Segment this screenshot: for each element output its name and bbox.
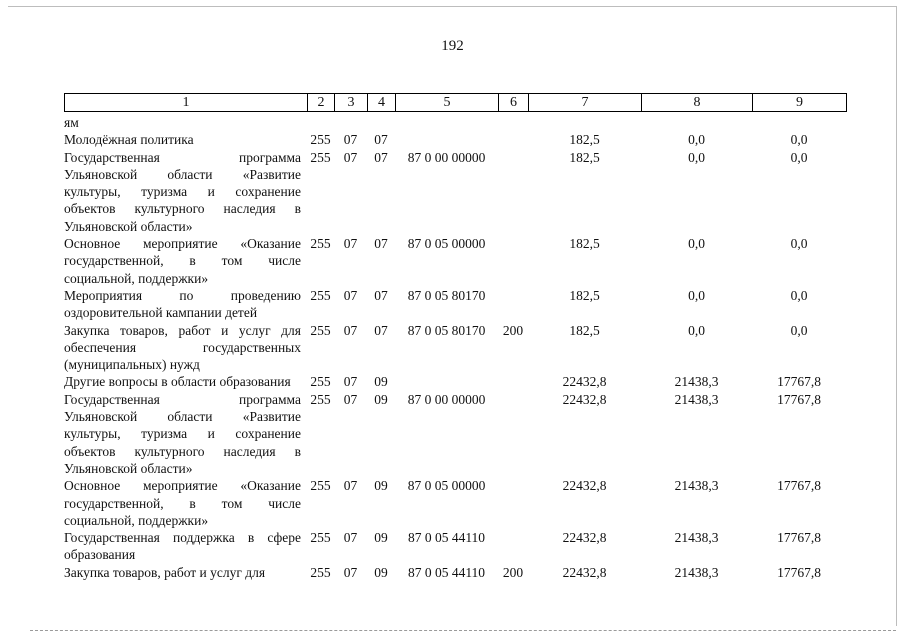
value-cell: 22432,8	[562, 478, 607, 494]
value-cell: 182,5	[569, 287, 600, 303]
section-cell: 07	[343, 391, 358, 407]
subsection-cell: 09	[374, 530, 388, 546]
value-cell: 17767,8	[777, 391, 821, 407]
code-cell	[307, 114, 334, 131]
row-name-cell: Основное мероприятие «Оказание государственной, в том числе социальной, поддержки»	[64, 478, 301, 528]
value-cell: 17767,8	[777, 564, 821, 580]
code-cell: 255	[310, 391, 331, 407]
value-cell: 21438,3	[674, 391, 719, 407]
value-cell: 17767,8	[777, 530, 821, 546]
table-row	[64, 373, 846, 390]
subsection-cell: 07	[374, 322, 388, 338]
table-row	[64, 149, 846, 235]
subsection-cell	[367, 114, 395, 131]
section-cell: 07	[343, 236, 358, 252]
value-cell: 182,5	[569, 149, 600, 165]
value-cell	[641, 114, 752, 131]
target-article-cell	[395, 131, 498, 148]
code-cell: 255	[310, 236, 331, 252]
code-cell: 255	[310, 478, 331, 494]
section-cell: 07	[343, 287, 358, 303]
column-header-row	[65, 94, 847, 112]
value-cell: 17767,8	[777, 374, 821, 390]
row-name-cell: ям	[64, 115, 79, 130]
budget-table	[64, 114, 846, 581]
value-cell: 21438,3	[674, 478, 719, 494]
table-row	[64, 287, 846, 322]
value-cell: 0,0	[790, 132, 808, 148]
column-header: 7	[529, 94, 642, 112]
row-name-cell: Закупка товаров, работ и услуг для	[64, 564, 266, 580]
column-header: 8	[642, 94, 753, 112]
code-cell: 255	[310, 132, 331, 148]
value-cell: 22432,8	[562, 374, 607, 390]
target-article-cell: 87 0 00 00000	[407, 149, 486, 165]
table-row	[64, 131, 846, 148]
value-cell	[752, 114, 846, 131]
value-cell: 22432,8	[562, 564, 607, 580]
subsection-cell: 09	[374, 478, 388, 494]
table-row	[64, 529, 846, 564]
expense-type-cell	[498, 529, 528, 564]
expense-type-cell	[498, 114, 528, 131]
column-header: 6	[499, 94, 529, 112]
code-cell: 255	[310, 149, 331, 165]
row-name-cell: Мероприятия по проведению оздоровительной кампании детей	[64, 287, 301, 321]
column-header: 5	[396, 94, 499, 112]
value-cell: 0,0	[688, 236, 705, 252]
value-cell: 0,0	[688, 149, 705, 165]
target-article-cell: 87 0 05 00000	[407, 236, 486, 252]
value-cell: 21438,3	[674, 374, 719, 390]
page-border-right	[896, 6, 897, 626]
row-name-cell: Закупка товаров, работ и услуг для обеспечения государственных (муниципальных) нужд	[64, 322, 301, 373]
subsection-cell: 09	[374, 374, 388, 390]
value-cell: 0,0	[688, 132, 705, 148]
code-cell: 255	[310, 322, 331, 338]
value-cell: 17767,8	[777, 478, 821, 494]
expense-type-cell	[498, 287, 528, 322]
subsection-cell: 07	[374, 149, 388, 165]
target-article-cell: 87 0 05 00000	[407, 478, 486, 494]
section-cell: 07	[343, 132, 358, 148]
page-number: 192	[441, 38, 464, 54]
value-cell: 182,5	[569, 322, 600, 338]
target-article-cell	[395, 114, 498, 131]
table-row	[64, 114, 846, 131]
expense-type-cell	[498, 149, 528, 235]
value-cell: 22432,8	[562, 530, 607, 546]
expense-type-cell	[498, 235, 528, 287]
expense-type-cell	[498, 131, 528, 148]
section-cell: 07	[343, 322, 358, 338]
row-name-cell: Государственная программа Ульяновской области «Развитие культуры, туризма и сохранение объектов культурного наследия в Ульяновской области»	[64, 149, 301, 234]
subsection-cell: 07	[374, 236, 388, 252]
target-article-cell: 87 0 05 80170	[407, 322, 486, 338]
section-cell: 07	[343, 530, 358, 546]
table-row	[64, 235, 846, 287]
value-cell: 0,0	[688, 322, 705, 338]
expense-type-cell	[498, 373, 528, 390]
page-border-top	[8, 6, 897, 7]
target-article-cell: 87 0 05 44110	[407, 530, 486, 546]
subsection-cell: 09	[374, 564, 388, 580]
section-cell: 07	[343, 564, 358, 580]
value-cell: 182,5	[569, 236, 600, 252]
row-name-cell: Государственная программа Ульяновской области «Развитие культуры, туризма и сохранение объектов культурного наследия в Ульяновской области»	[64, 391, 301, 476]
value-cell: 0,0	[688, 287, 705, 303]
table-row	[64, 391, 846, 477]
row-name-cell: Другие вопросы в области образования	[64, 374, 291, 390]
value-cell: 0,0	[790, 149, 808, 165]
value-cell: 22432,8	[562, 391, 607, 407]
target-article-cell	[395, 373, 498, 390]
expense-type-cell	[498, 477, 528, 529]
expense-type-cell	[498, 391, 528, 477]
value-cell: 21438,3	[674, 530, 719, 546]
table-row	[64, 322, 846, 374]
column-header: 2	[308, 94, 335, 112]
column-header-table	[64, 93, 847, 112]
section-cell	[334, 114, 367, 131]
expense-type-cell: 200	[502, 322, 524, 338]
target-article-cell: 87 0 05 80170	[407, 287, 486, 303]
table-row	[64, 564, 846, 581]
value-cell: 0,0	[790, 322, 808, 338]
subsection-cell: 07	[374, 132, 388, 148]
row-name-cell: Основное мероприятие «Оказание государственной, в том числе социальной, поддержки»	[64, 236, 301, 286]
code-cell: 255	[310, 530, 331, 546]
subsection-cell: 07	[374, 287, 388, 303]
value-cell	[528, 114, 641, 131]
value-cell: 0,0	[790, 287, 808, 303]
column-header: 4	[368, 94, 396, 112]
table-body	[64, 114, 846, 581]
column-header: 9	[753, 94, 847, 112]
expense-type-cell: 200	[502, 564, 524, 580]
code-cell: 255	[310, 564, 331, 580]
section-cell: 07	[343, 478, 358, 494]
code-cell: 255	[310, 374, 331, 390]
column-header: 3	[335, 94, 368, 112]
target-article-cell: 87 0 00 00000	[407, 391, 486, 407]
code-cell: 255	[310, 287, 331, 303]
page-border-bottom	[30, 630, 896, 631]
table-row	[64, 477, 846, 529]
subsection-cell: 09	[374, 391, 388, 407]
value-cell: 0,0	[790, 236, 808, 252]
row-name-cell: Государственная поддержка в сфере образования	[64, 530, 301, 563]
value-cell: 182,5	[569, 132, 600, 148]
column-header: 1	[65, 94, 308, 112]
section-cell: 07	[343, 374, 358, 390]
row-name-cell: Молодёжная политика	[64, 132, 194, 148]
target-article-cell: 87 0 05 44110	[407, 564, 486, 580]
value-cell: 21438,3	[674, 564, 719, 580]
section-cell: 07	[343, 149, 358, 165]
